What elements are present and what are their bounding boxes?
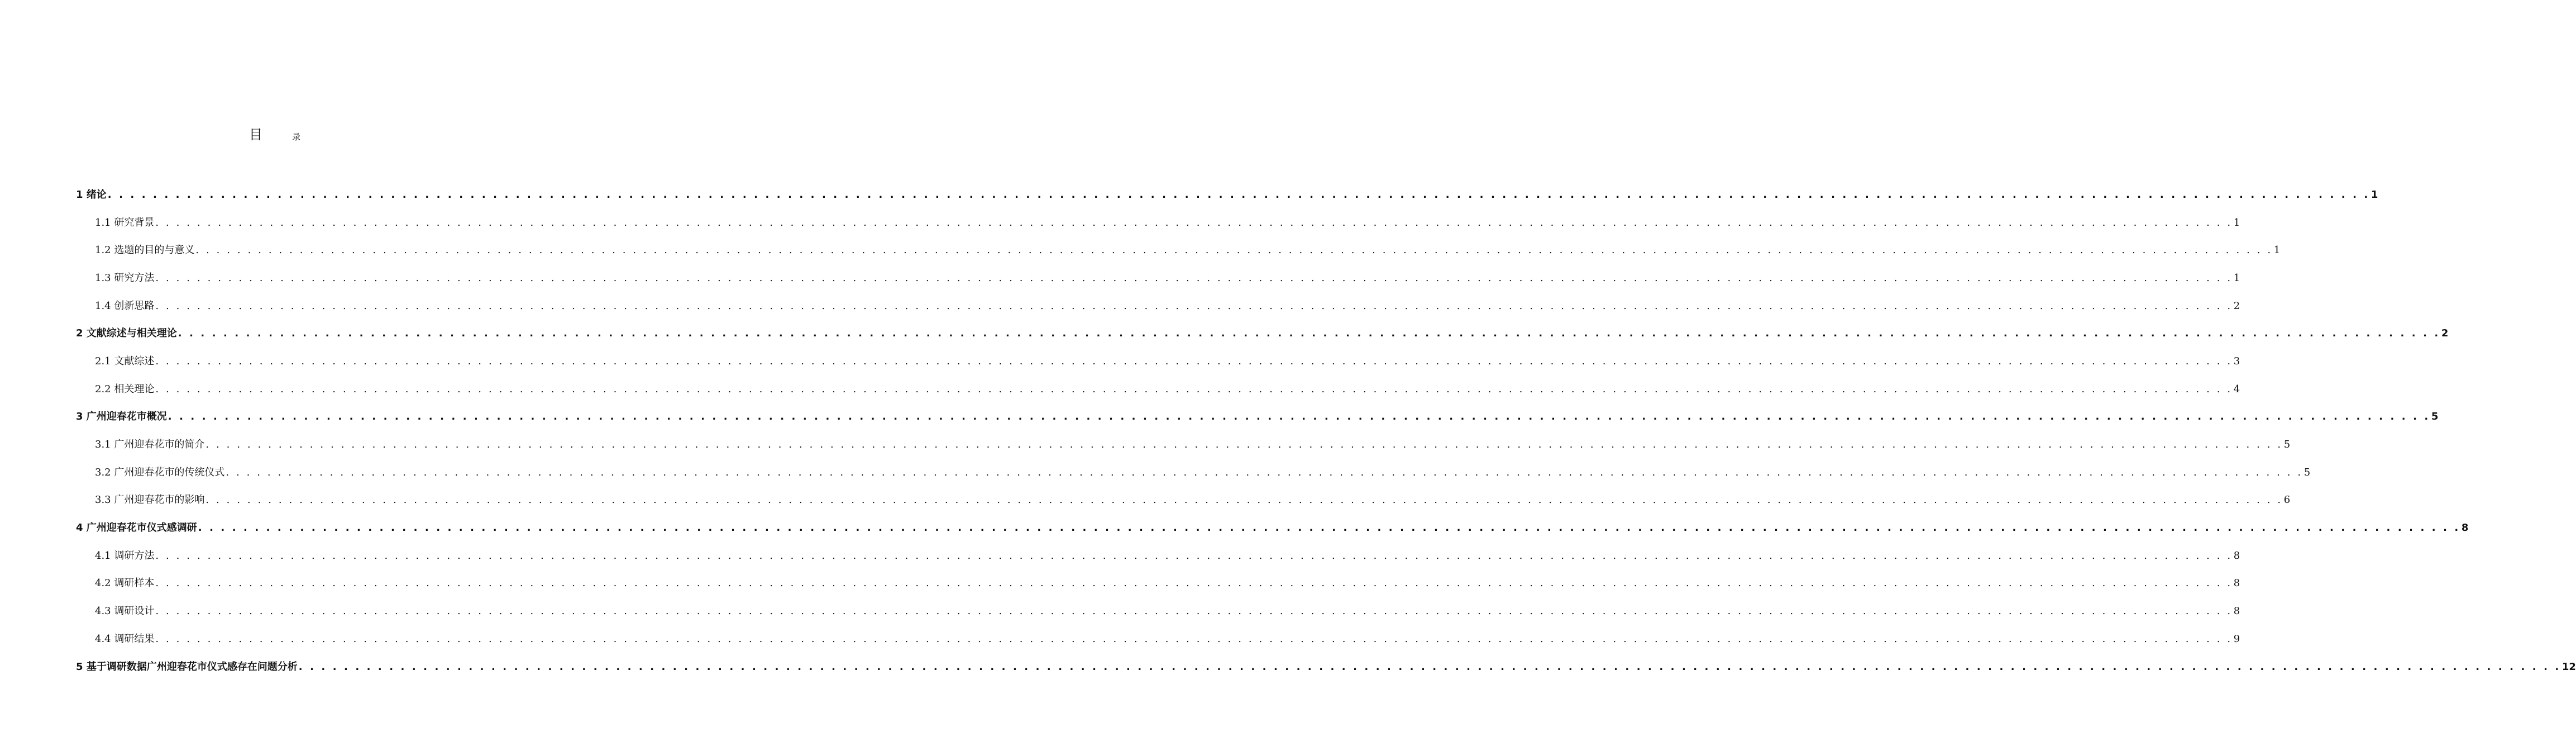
toc-entry-title: 4.2 调研样本 xyxy=(95,577,155,590)
toc-page-number: 2 xyxy=(2441,327,2449,340)
toc-section-entry[interactable] xyxy=(0,291,2240,319)
toc-entry-title: 4 广州迎春花市仪式感调研 xyxy=(76,522,197,534)
toc-entry-line xyxy=(76,325,2449,340)
toc-title xyxy=(0,126,531,145)
toc-section-entry[interactable] xyxy=(0,624,2240,652)
toc-entry-line xyxy=(76,408,2439,423)
toc-page-number: 12 xyxy=(2561,660,2576,673)
toc-dot-leader: . . . . . . . . . . . . . . . . . . . . . . . . . . . . . . . . . . . . . . . . . . . . . . . . . . . . . . . . . . . . . . . . . . . . . . . . . . . . . . . . . . . . . . . . . . . . . . . . . . . . . . . . . . . . . . . . . . . . . . . . . . . . . . . . . . . . . . . . . . . . . . . . . . . . . . . . . . . . . . . . . . . . . . . . . . . . . . . . . . . . . . . . . . . . . . . . . . . . . . . . xyxy=(205,494,2283,506)
toc-entry-title: 5 基于调研数据广州迎春花市仪式感存在问题分析 xyxy=(76,660,298,673)
toc-page-number: 5 xyxy=(2431,411,2439,423)
toc-entry-line xyxy=(95,603,2240,617)
toc-entry-title: 3 广州迎春花市概况 xyxy=(76,411,167,423)
toc-entry-title: 3.2 广州迎春花市的传统仪式 xyxy=(95,466,225,478)
toc-page-number: 1 xyxy=(2233,272,2240,284)
toc-page-number: 5 xyxy=(2303,466,2311,478)
toc-section-entry[interactable] xyxy=(0,346,2240,374)
toc-entry-line xyxy=(76,659,2576,673)
toc-section-entry[interactable] xyxy=(0,235,2281,263)
toc-entry-line xyxy=(76,187,2378,201)
toc-section-entry[interactable] xyxy=(0,263,2240,291)
toc-page-number: 8 xyxy=(2461,522,2469,534)
toc-entry-title: 1 绪论 xyxy=(76,188,107,201)
toc-section-entry[interactable] xyxy=(0,430,2291,458)
toc-entry-title: 1.2 选题的目的与意义 xyxy=(95,244,195,256)
toc-entry-title: 4.1 调研方法 xyxy=(95,549,155,562)
toc-entry-title: 3.1 广州迎春花市的简介 xyxy=(95,439,205,451)
toc-dot-leader: . . . . . . . . . . . . . . . . . . . . . . . . . . . . . . . . . . . . . . . . . . . . . . . . . . . . . . . . . . . . . . . . . . . . . . . . . . . . . . . . . . . . . . . . . . . . . . . . . . . . . . . . . . . . . . . . . . . . . . . . . . . . . . . . . . . . . . . . . . . . . . . . . . . . . . . . . . . . . . . . . . . . . . . . . . . . . . . . . . . . . . . . . . . . . . . . . . . . . . . . xyxy=(226,466,2303,478)
toc-title-second-char: 录 xyxy=(292,132,301,142)
toc-entry-line xyxy=(95,464,2311,479)
toc-title-main-char: 目 xyxy=(249,127,262,142)
toc-section-entry[interactable] xyxy=(0,541,2240,569)
toc-entry-line xyxy=(95,436,2291,451)
toc-entry-title: 1.1 研究背景 xyxy=(95,216,155,229)
toc-page-number: 1 xyxy=(2233,216,2240,229)
toc-dot-leader: . . . . . . . . . . . . . . . . . . . . . . . . . . . . . . . . . . . . . . . . . . . . . . . . . . . . . . . . . . . . . . . . . . . . . . . . . . . . . . . . . . . . . . . . . . . . . . . . . . . . . . . . . . . . . . . . . . . . . . . . . . . . . . . . . . . . . . . . . . . . . . . . . . . . . . . . . . . . . . . . . . . . . . . . . . . . . . . . . . . . . . . . . . . . . . . . . . . . . . . . xyxy=(195,244,2273,256)
toc-page-number: 2 xyxy=(2233,300,2240,312)
toc-section-entry[interactable] xyxy=(0,569,2240,597)
toc-page-number: 1 xyxy=(2273,244,2281,256)
toc-dot-leader: . . . . . . . . . . . . . . . . . . . . . . . . . . . . . . . . . . . . . . . . . . . . . . . . . . . . . . . . . . . . . . . . . . . . . . . . . . . . . . . . . . . . . . . . . . . . . . . . . . . . . . . . . . . . . . . . . . . . . . . . . . . . . . . . . . . . . . . . . . . . . . . . . . . . . . . . . . . . . . . . . . . . . . . . . . . . . . . . . . . . . . . . . . . . . . . . . . . . . . . . xyxy=(205,439,2283,451)
toc-dot-leader: . . . . . . . . . . . . . . . . . . . . . . . . . . . . . . . . . . . . . . . . . . . . . . . . . . . . . . . . . . . . . . . . . . . . . . . . . . . . . . . . . . . . . . . . . . . . . . . . . . . . . . . . . . . . . . . . . . . . . . . . . . . . . . . . . . . . . . . . . . . . . . . . . . . . . . . . . . . . . . . . . . . . . . . . . . . . . . . . . . . . . . . . . . . . . . . . . . . . . . . . xyxy=(178,327,2440,340)
toc-section-entry[interactable] xyxy=(0,374,2240,402)
toc-page-number: 8 xyxy=(2233,577,2240,590)
toc-page-number: 8 xyxy=(2233,549,2240,562)
toc-entry-line xyxy=(95,631,2240,645)
toc-dot-leader: . . . . . . . . . . . . . . . . . . . . . . . . . . . . . . . . . . . . . . . . . . . . . . . . . . . . . . . . . . . . . . . . . . . . . . . . . . . . . . . . . . . . . . . . . . . . . . . . . . . . . . . . . . . . . . . . . . . . . . . . . . . . . . . . . . . . . . . . . . . . . . . . . . . . . . . . . . . . . . . . . . . . . . . . . . . . . . . . . . . . . . . . . . . . . . . . . . . . . . . . xyxy=(155,272,2233,284)
toc-chapter-entry[interactable] xyxy=(0,652,2576,680)
toc-entry-line xyxy=(95,215,2240,229)
table-of-contents xyxy=(0,180,2576,679)
toc-entry-line xyxy=(95,548,2240,562)
toc-entry-line xyxy=(76,520,2469,534)
toc-entry-title: 3.3 广州迎春花市的影响 xyxy=(95,494,205,506)
toc-section-entry[interactable] xyxy=(0,596,2240,624)
toc-dot-leader: . . . . . . . . . . . . . . . . . . . . . . . . . . . . . . . . . . . . . . . . . . . . . . . . . . . . . . . . . . . . . . . . . . . . . . . . . . . . . . . . . . . . . . . . . . . . . . . . . . . . . . . . . . . . . . . . . . . . . . . . . . . . . . . . . . . . . . . . . . . . . . . . . . . . . . . . . . . . . . . . . . . . . . . . . . . . . . . . . . . . . . . . . . . . . . . . . . . . . . . . xyxy=(198,522,2460,534)
toc-dot-leader: . . . . . . . . . . . . . . . . . . . . . . . . . . . . . . . . . . . . . . . . . . . . . . . . . . . . . . . . . . . . . . . . . . . . . . . . . . . . . . . . . . . . . . . . . . . . . . . . . . . . . . . . . . . . . . . . . . . . . . . . . . . . . . . . . . . . . . . . . . . . . . . . . . . . . . . . . . . . . . . . . . . . . . . . . . . . . . . . . . . . . . . . . . . . . . . . . . . . . . . . xyxy=(155,633,2233,645)
toc-chapter-entry[interactable] xyxy=(0,180,2378,208)
toc-entry-line xyxy=(95,242,2281,256)
toc-chapter-entry[interactable] xyxy=(0,402,2439,430)
toc-dot-leader: . . . . . . . . . . . . . . . . . . . . . . . . . . . . . . . . . . . . . . . . . . . . . . . . . . . . . . . . . . . . . . . . . . . . . . . . . . . . . . . . . . . . . . . . . . . . . . . . . . . . . . . . . . . . . . . . . . . . . . . . . . . . . . . . . . . . . . . . . . . . . . . . . . . . . . . . . . . . . . . . . . . . . . . . . . . . . . . . . . . . . . . . . . . . . . . . . . . . . . . . xyxy=(155,355,2233,367)
toc-section-entry[interactable] xyxy=(0,486,2291,514)
toc-dot-leader: . . . . . . . . . . . . . . . . . . . . . . . . . . . . . . . . . . . . . . . . . . . . . . . . . . . . . . . . . . . . . . . . . . . . . . . . . . . . . . . . . . . . . . . . . . . . . . . . . . . . . . . . . . . . . . . . . . . . . . . . . . . . . . . . . . . . . . . . . . . . . . . . . . . . . . . . . . . . . . . . . . . . . . . . . . . . . . . . . . . . . . . . . . . . . . . . . . . . . . . . xyxy=(168,411,2430,423)
toc-entry-line xyxy=(95,270,2240,284)
toc-entry-title: 2.1 文献综述 xyxy=(95,355,155,367)
toc-section-entry[interactable] xyxy=(0,458,2311,486)
toc-entry-title: 2 文献综述与相关理论 xyxy=(76,327,177,340)
toc-dot-leader: . . . . . . . . . . . . . . . . . . . . . . . . . . . . . . . . . . . . . . . . . . . . . . . . . . . . . . . . . . . . . . . . . . . . . . . . . . . . . . . . . . . . . . . . . . . . . . . . . . . . . . . . . . . . . . . . . . . . . . . . . . . . . . . . . . . . . . . . . . . . . . . . . . . . . . . . . . . . . . . . . . . . . . . . . . . . . . . . . . . . . . . . . . . . . . . . . . . . . . . . xyxy=(155,216,2233,229)
toc-entry-line xyxy=(95,575,2240,590)
toc-entry-title: 1.3 研究方法 xyxy=(95,272,155,284)
toc-entry-title: 1.4 创新思路 xyxy=(95,300,155,312)
toc-dot-leader: . . . . . . . . . . . . . . . . . . . . . . . . . . . . . . . . . . . . . . . . . . . . . . . . . . . . . . . . . . . . . . . . . . . . . . . . . . . . . . . . . . . . . . . . . . . . . . . . . . . . . . . . . . . . . . . . . . . . . . . . . . . . . . . . . . . . . . . . . . . . . . . . . . . . . . . . . . . . . . . . . . . . . . . . . . . . . . . . . . . . . . . . . . . . . . . . . . . . . . . . xyxy=(155,300,2233,312)
toc-entry-line xyxy=(95,381,2240,396)
toc-entry-title: 2.2 相关理论 xyxy=(95,383,155,395)
toc-dot-leader: . . . . . . . . . . . . . . . . . . . . . . . . . . . . . . . . . . . . . . . . . . . . . . . . . . . . . . . . . . . . . . . . . . . . . . . . . . . . . . . . . . . . . . . . . . . . . . . . . . . . . . . . . . . . . . . . . . . . . . . . . . . . . . . . . . . . . . . . . . . . . . . . . . . . . . . . . . . . . . . . . . . . . . . . . . . . . . . . . . . . . . . . . . . . . . . . . . . . . . . . xyxy=(155,383,2233,395)
toc-dot-leader: . . . . . . . . . . . . . . . . . . . . . . . . . . . . . . . . . . . . . . . . . . . . . . . . . . . . . . . . . . . . . . . . . . . . . . . . . . . . . . . . . . . . . . . . . . . . . . . . . . . . . . . . . . . . . . . . . . . . . . . . . . . . . . . . . . . . . . . . . . . . . . . . . . . . . . . . . . . . . . . . . . . . . . . . . . . . . . . . . . . . . . . . . . . . . . . . . . . . . . . . xyxy=(155,549,2233,562)
toc-page-number: 9 xyxy=(2233,633,2240,645)
toc-dot-leader: . . . . . . . . . . . . . . . . . . . . . . . . . . . . . . . . . . . . . . . . . . . . . . . . . . . . . . . . . . . . . . . . . . . . . . . . . . . . . . . . . . . . . . . . . . . . . . . . . . . . . . . . . . . . . . . . . . . . . . . . . . . . . . . . . . . . . . . . . . . . . . . . . . . . . . . . . . . . . . . . . . . . . . . . . . . . . . . . . . . . . . . . . . . . . . . . . . . . . . . . xyxy=(107,188,2370,201)
toc-entry-line xyxy=(95,298,2240,312)
toc-chapter-entry[interactable] xyxy=(0,319,2449,346)
toc-page-number: 5 xyxy=(2283,439,2291,451)
toc-page-number: 6 xyxy=(2283,494,2291,506)
toc-entry-line xyxy=(95,492,2291,506)
toc-page-number: 1 xyxy=(2371,188,2378,201)
toc-page-number: 4 xyxy=(2233,383,2240,395)
toc-section-entry[interactable] xyxy=(0,208,2240,236)
toc-entry-line xyxy=(95,353,2240,368)
toc-dot-leader: . . . . . . . . . . . . . . . . . . . . . . . . . . . . . . . . . . . . . . . . . . . . . . . . . . . . . . . . . . . . . . . . . . . . . . . . . . . . . . . . . . . . . . . . . . . . . . . . . . . . . . . . . . . . . . . . . . . . . . . . . . . . . . . . . . . . . . . . . . . . . . . . . . . . . . . . . . . . . . . . . . . . . . . . . . . . . . . . . . . . . . . . . . . . . . . . . . . . . . . . xyxy=(155,577,2233,590)
toc-page-number: 3 xyxy=(2233,355,2240,367)
toc-entry-title: 4.3 调研设计 xyxy=(95,605,155,617)
toc-chapter-entry[interactable] xyxy=(0,513,2469,541)
toc-dot-leader: . . . . . . . . . . . . . . . . . . . . . . . . . . . . . . . . . . . . . . . . . . . . . . . . . . . . . . . . . . . . . . . . . . . . . . . . . . . . . . . . . . . . . . . . . . . . . . . . . . . . . . . . . . . . . . . . . . . . . . . . . . . . . . . . . . . . . . . . . . . . . . . . . . . . . . . . . . . . . . . . . . . . . . . . . . . . . . . . . . . . . . . . . . . . . . . . . . . . . . . . xyxy=(155,605,2233,617)
toc-entry-title: 4.4 调研结果 xyxy=(95,633,155,645)
toc-dot-leader: . . . . . . . . . . . . . . . . . . . . . . . . . . . . . . . . . . . . . . . . . . . . . . . . . . . . . . . . . . . . . . . . . . . . . . . . . . . . . . . . . . . . . . . . . . . . . . . . . . . . . . . . . . . . . . . . . . . . . . . . . . . . . . . . . . . . . . . . . . . . . . . . . . . . . . . . . . . . . . . . . . . . . . . . . . . . . . . . . . . . . . . . . . . . . . . . . . . . . . . . xyxy=(298,660,2561,673)
toc-page-number: 8 xyxy=(2233,605,2240,617)
